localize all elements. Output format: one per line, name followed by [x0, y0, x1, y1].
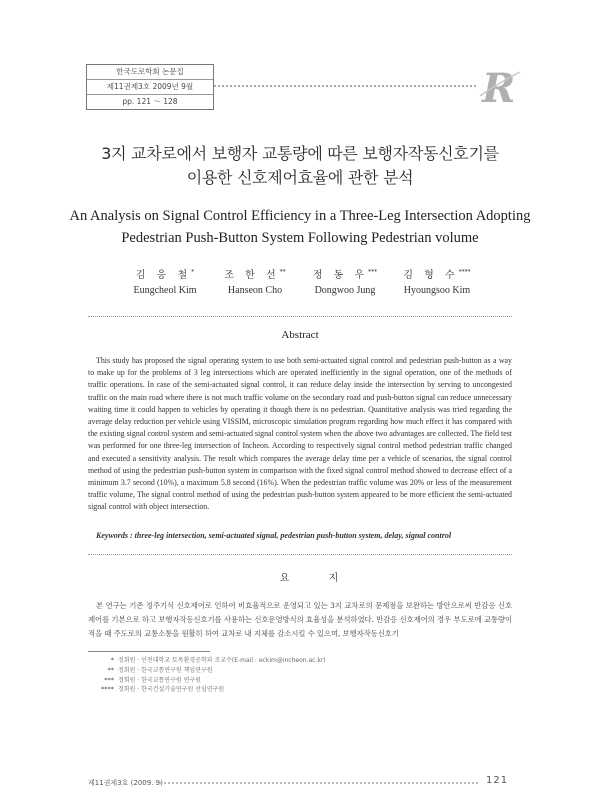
header-dotted-rule: [214, 85, 476, 87]
footnotes: [88, 656, 326, 695]
keywords: Keywords : three-leg intersection, semi-actuated signal, pedestrian push-button system, delay, signal control: [96, 531, 452, 540]
footnote-3-text: 정회원 · 한국교통연구원 연구원: [118, 676, 201, 684]
page-number: 121: [486, 775, 509, 786]
footnote-1: [88, 656, 326, 666]
footer-dotted-rule: [160, 782, 478, 784]
author-2-english: Hanseon Cho: [227, 285, 283, 296]
footnote-4-mark: ****: [101, 685, 114, 694]
author-3-korean: 정 동 우: [312, 270, 369, 281]
journal-volume: 제11권제3호 2009년 9월: [87, 80, 213, 95]
yoji-body: 본 연구는 기존 정주기식 신호제어로 인하여 비효율적으로 운영되고 있는 3지 교차로의 문제점을 보완하는 방안으로써 반감응 신호제어를 기본으로 하고 보행자작동신호기를 사용하는 신호운영방식의 효율성을 분석하였다. 반감응 신호제어의 경우 부도로에 교통량이 적을 때 주도로의 교통소통을 원활히 하여 교차로 내 지체를 감소시킬 수 있으며, 보행자작동신호기: [88, 601, 512, 638]
journal-logo-icon: [478, 66, 522, 108]
author-4-mark: ****: [458, 268, 471, 276]
author-1-english: Eungcheol Kim: [133, 285, 197, 296]
author-1-korean: 김 응 철: [135, 270, 192, 281]
journal-info-box: [86, 64, 214, 110]
footnote-4-text: 정회원 · 한국건설기술연구원 선임연구원: [118, 686, 225, 694]
journal-pages: pp. 121 ～ 128: [122, 97, 178, 106]
korean-title-line1: 3지 교차로에서 보행자 교통량에 따른 보행자작동신호기를: [101, 144, 499, 163]
korean-title-line2: 이용한 신호제어효율에 관한 분석: [186, 168, 414, 187]
footnote-1-text: 정회원 · 인천대학교 토목환경공학과 조교수(E-mail : eckim@incheon.ac.kr): [118, 657, 326, 664]
logo-letter: R: [482, 66, 516, 108]
keywords-divider: [88, 554, 512, 555]
footnote-3: [88, 676, 326, 686]
abstract-top-divider: [88, 316, 512, 317]
english-title-line2: Pedestrian Push-Button System Following Pedestrian volume: [121, 230, 479, 246]
footnote-rule: [88, 651, 210, 652]
footnote-2-text: 정회원 · 한국교통연구원 책임연구원: [118, 666, 213, 674]
korean-title: [40, 142, 560, 190]
footer-issue: 제11권제3호 (2009. 9): [88, 779, 163, 787]
footnote-3-mark: ***: [104, 675, 114, 684]
author-4: [382, 266, 492, 296]
yoji-heading: 요 지: [279, 573, 357, 584]
journal-name: 한국도로학회 논문집: [87, 65, 213, 80]
author-4-english: Hyoungsoo Kim: [403, 285, 471, 296]
abstract-body: This study has proposed the signal operating system to use both semi-actuated signal control and pedestrian push-button as a way to make up for the problems of 3 leg intersections which are operated inefficiently in the signal operation, one of the methods of traffic operations. In case of the semi-actuated signal control, it can reduce delay inside the intersection by serving to uncongested traffic on the main road where there is not much traffic volume on the secondary road and push-button signal can reduce unnecessary waiting time it could happen to vehicles by operating it though there is no pedestrian. Quantitative analysis was tried regarding the average delay reduction per vehicle using VISSIM, microscopic simulation program regarding how much effect it has compared with the existing signal control system and semi-actuated signal control system when the above two advantages are collected. The field test was performed for one three-leg intersection of Incheon. According to respectively signal control method pedestrian traffic changed and executed a sensitivity analysis. The result which compares the average delay time per a vehicle of scenarios, the signal control method of using the pedestrian push-button system in comparison with the fixed signal control method showed to decrease effect of a minimum 3.7 second (10%), a maximum 5.8 second (16%). When the pedestrian traffic volume was 20% or less of the measurement traffic volume, The signal control method of using the pedestrian push-button system appeared to be more efficient the semi-actuated signal control with object intersection.: [88, 356, 512, 512]
author-3-mark: ***: [368, 268, 378, 276]
author-3-english: Dongwoo Jung: [314, 285, 376, 296]
footnote-1-mark: *: [110, 656, 114, 664]
author-1-mark: *: [191, 268, 195, 276]
author-2-mark: **: [279, 268, 286, 276]
abstract-heading: Abstract: [281, 329, 319, 341]
english-title-line1: An Analysis on Signal Control Efficiency in a Three-Leg Intersection Adopting: [69, 208, 531, 224]
english-title: [60, 205, 540, 249]
author-2-korean: 조 한 선: [224, 270, 280, 281]
footnote-2: [88, 666, 326, 676]
footnote-4: [88, 685, 326, 695]
footnote-2-mark: **: [107, 665, 114, 674]
author-4-korean: 김 형 수: [403, 270, 459, 281]
